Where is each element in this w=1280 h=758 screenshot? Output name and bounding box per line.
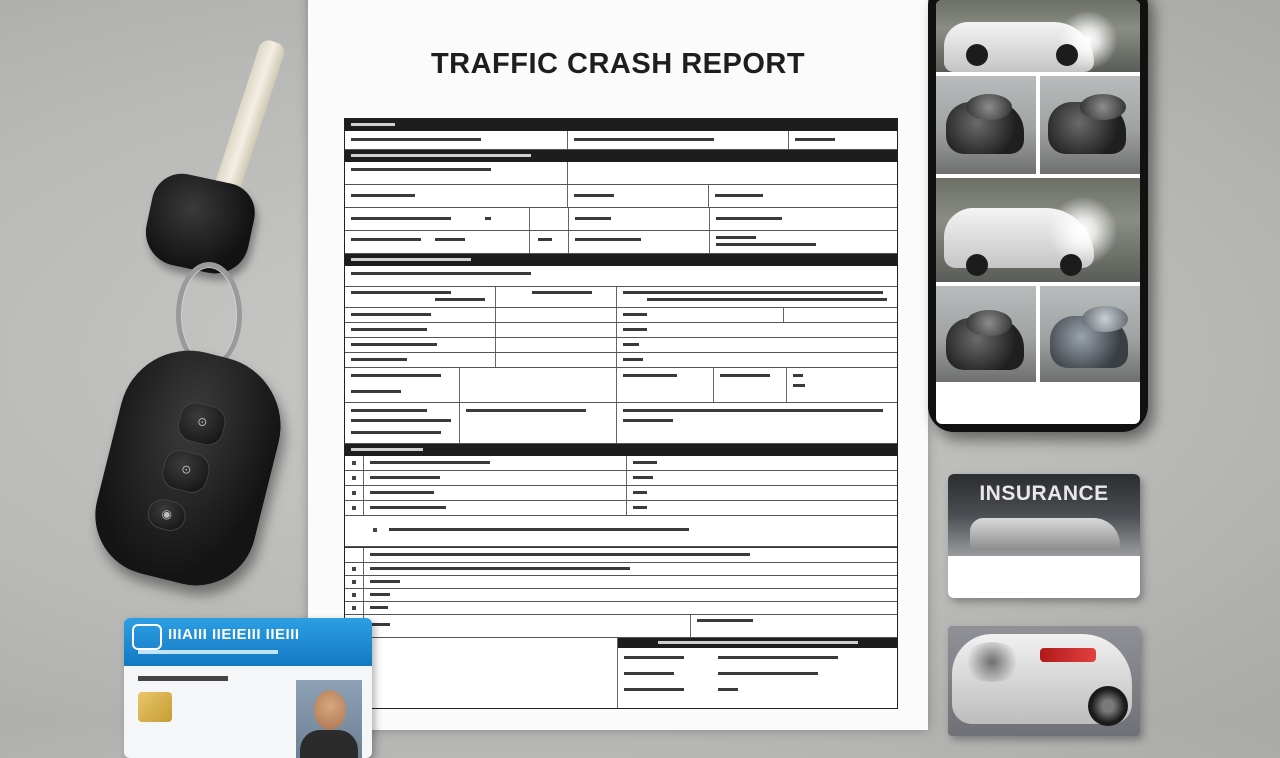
shirt <box>300 730 358 758</box>
unlock-button: ⊙ <box>175 399 229 449</box>
form-row <box>345 208 897 231</box>
crash-report-document <box>308 0 928 730</box>
form-row <box>345 353 897 368</box>
form-row <box>345 456 897 471</box>
car-keys <box>0 0 300 600</box>
page-title: TRAFFIC CRASH REPORT <box>430 48 806 80</box>
form-row <box>345 615 897 638</box>
panic-button: ◉ <box>145 496 189 534</box>
section-bar <box>345 444 897 456</box>
license-photo <box>296 680 362 758</box>
license-logo-icon <box>132 624 162 650</box>
face <box>314 690 346 730</box>
gallery-photo <box>1040 76 1140 174</box>
form-row <box>345 368 897 403</box>
form-row <box>345 131 897 150</box>
form-row <box>345 266 897 287</box>
key-blade <box>213 38 287 198</box>
report-form <box>344 118 898 709</box>
lock-button: ⊙ <box>159 446 213 496</box>
license-subtext <box>138 650 278 654</box>
drivers-license <box>124 618 372 758</box>
form-row <box>345 547 897 563</box>
form-row <box>345 403 897 444</box>
gallery-photo <box>936 0 1140 72</box>
license-name-line <box>138 676 228 681</box>
key-fob <box>83 336 296 598</box>
smartphone <box>928 0 1148 432</box>
section-bar <box>345 119 897 131</box>
section-bar <box>345 254 897 266</box>
form-row <box>345 471 897 486</box>
insurance-card <box>948 474 1140 598</box>
form-row <box>345 501 897 516</box>
form-row <box>345 602 897 615</box>
gallery-photo <box>1040 286 1140 382</box>
insurance-card-title: INSURANCE <box>979 482 1109 505</box>
form-row <box>345 323 897 338</box>
wheel <box>1088 686 1128 726</box>
form-row <box>345 516 897 547</box>
license-chip-icon <box>138 692 172 722</box>
form-row <box>345 638 897 708</box>
form-row <box>345 563 897 576</box>
form-row <box>345 576 897 589</box>
insurance-car-image <box>970 518 1120 550</box>
gallery-photo <box>936 178 1140 282</box>
insurance-card-image <box>948 474 1140 556</box>
form-row <box>345 308 897 323</box>
tail-light <box>1040 648 1096 662</box>
form-row <box>345 589 897 602</box>
gallery-photo <box>936 76 1036 174</box>
form-row <box>345 231 897 254</box>
gallery-photo <box>936 286 1036 382</box>
photo-gallery <box>936 0 1140 424</box>
form-row <box>345 338 897 353</box>
license-header <box>124 618 372 666</box>
form-row <box>345 185 897 208</box>
license-header-text: IIIAIII IIEIEIII IIEIII <box>168 626 300 643</box>
form-row <box>345 287 897 308</box>
form-row <box>345 162 897 185</box>
section-bar <box>618 638 897 648</box>
form-row <box>345 486 897 501</box>
section-bar <box>345 150 897 162</box>
